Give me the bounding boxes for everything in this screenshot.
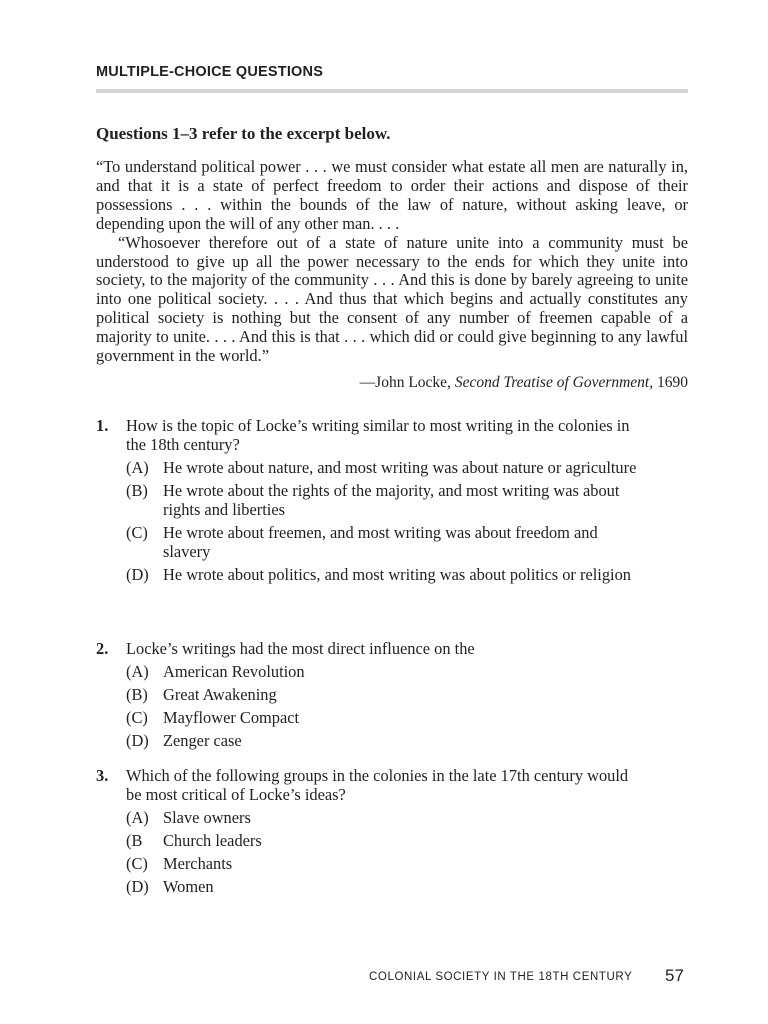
option-letter: (A) (126, 808, 149, 827)
page-number: 57 (665, 966, 684, 985)
option-text: He wrote about politics, and most writing was about politics or religion (163, 565, 631, 584)
option-letter: (D) (126, 877, 149, 896)
answer-option-d[interactable] (126, 877, 688, 896)
answer-option-c[interactable] (126, 523, 688, 561)
footer-running-title: COLONIAL SOCIETY IN THE 18TH CENTURY (369, 971, 633, 983)
attribution-work: Second Treatise of Government, (454, 374, 654, 391)
header-rule (96, 89, 688, 93)
option-text: Merchants (163, 854, 233, 873)
option-letter: (C) (126, 523, 148, 542)
answer-option-b[interactable] (126, 481, 688, 519)
option-text: He wrote about freemen, and most writing was about freedom and slavery (163, 523, 598, 561)
attribution-year: 1690 (653, 374, 688, 391)
option-letter: (C) (126, 708, 148, 727)
answer-option-a[interactable] (126, 458, 688, 477)
excerpt-paragraph-2: “Whosoever therefore out of a state of nature unite into a community must be understood to give up all the power necessary to the ends for which they unite into society, to the majority of the community . . . And this is done by barely agreeing to unite into one political society. . . . And thus that which begins and actually constitutes any political society is nothing but the consent of any number of freemen capable of a majority to unite. . . . And this is that . . . which did or could give beginning to any lawful government in the world.” (96, 232, 688, 366)
option-letter: (B (126, 831, 143, 850)
option-letter: (B) (126, 685, 148, 704)
question-number: 2. (96, 639, 109, 658)
question-stem: How is the topic of Locke’s writing similar to most writing in the colonies in the 18th century? (126, 416, 630, 454)
option-text: Great Awakening (163, 685, 277, 704)
option-text: American Revolution (163, 662, 305, 681)
question-1 (96, 416, 688, 588)
question-number: 1. (96, 416, 109, 435)
excerpt-attribution (360, 374, 688, 392)
option-text: Church leaders (163, 831, 262, 850)
option-text: He wrote about nature, and most writing was about nature or agriculture (163, 458, 637, 477)
excerpt-paragraph-1: “To understand political power . . . we must consider what estate all men are naturally in, and that it is a state of perfect freedom to order their actions and dispose of their possessions . . . within the bounds of the law of nature, without asking leave, or depending upon the will of any other man. . . . (96, 157, 688, 233)
option-letter: (C) (126, 854, 148, 873)
section-header: MULTIPLE-CHOICE QUESTIONS (96, 64, 324, 80)
answer-option-a[interactable] (126, 808, 688, 827)
option-letter: (D) (126, 565, 149, 584)
answer-option-b[interactable] (126, 685, 688, 704)
option-text: Slave owners (163, 808, 251, 827)
answer-options (126, 808, 688, 896)
option-text: Women (163, 877, 214, 896)
answer-options (126, 458, 688, 584)
answer-option-b[interactable] (126, 831, 688, 850)
answer-option-d[interactable] (126, 565, 688, 584)
attribution-author: —John Locke, (359, 374, 455, 391)
excerpt (96, 158, 688, 366)
option-text: He wrote about the rights of the majority, and most writing was about rights and liberties (163, 481, 620, 519)
questions-intro: Questions 1–3 refer to the excerpt below. (96, 124, 391, 143)
option-letter: (A) (126, 458, 149, 477)
answer-option-a[interactable] (126, 662, 688, 681)
option-letter: (B) (126, 481, 148, 500)
question-2 (96, 639, 688, 754)
question-number: 3. (96, 766, 109, 785)
answer-option-c[interactable] (126, 854, 688, 873)
answer-option-d[interactable] (126, 731, 688, 750)
question-stem: Locke’s writings had the most direct influence on the (126, 639, 475, 658)
question-3 (96, 766, 688, 900)
question-stem: Which of the following groups in the colonies in the late 17th century would be most critical of Locke’s ideas? (126, 766, 629, 804)
option-letter: (A) (126, 662, 149, 681)
option-text: Zenger case (163, 731, 242, 750)
option-text: Mayflower Compact (163, 708, 300, 727)
answer-options (126, 662, 688, 750)
option-letter: (D) (126, 731, 149, 750)
answer-option-c[interactable] (126, 708, 688, 727)
